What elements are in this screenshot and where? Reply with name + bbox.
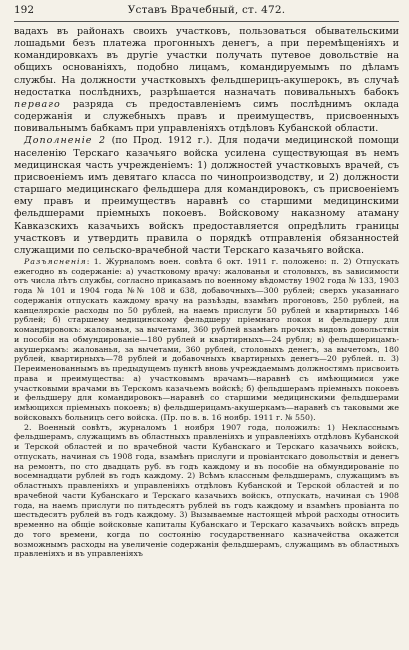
- para1-emphasis: перваго: [14, 98, 61, 110]
- page-header: [14, 4, 399, 18]
- explanations-label: Разъясненія: [24, 256, 87, 266]
- para1-tail: разряда съ предоставленіемъ симъ послѣднимъ оклада содержанія и служебныхъ правъ и преимуществъ, присвоенныхъ повивальнымъ бабкамъ при управленіяхъ отдѣловъ Кубанской области.: [14, 98, 399, 135]
- explanation-1-text: : 1. Журналомъ воен. совѣта 6 окт. 1911 г. положено: п. 2) Отпускать ежегодно въ содержаніе: а) участковому врачу: жалованья и столовыхъ, въ зависимости отъ числа лѣтъ службы, согласно приказамъ по военному вѣдомству 1902 года № 133, 1903 года № 101 и 1904 года №№ 108 и 638, добавочныхъ—300 рублей; сверхъ указаннаго содержанія отпускать каждому врачу на разъѣзды, взамѣнъ прогоновъ, 250 рублей, на канцелярскіе расходы по 50 рублей, на наемъ прислуги 50 рублей и квартирныхъ 146 рублей; б) старшему медицинскому фельдшеру пріемнаго покоя и фельдшеру для командировокъ: жалованья, за вычетами, 360 рублей взамѣнъ прочихъ видовъ довольствія и пособія на обмундированіе—180 рублей и квартирныхъ—24 рубля; в) фельдшерицамъ-акушеркамъ: жалованья, за вычетами, 360 рублей, столовыхъ денегъ, за вычетомъ, 180 рублей, квартирныхъ—78 рублей и добавочныхъ квартирныхъ денегъ—20 рублей. п. 3) Переименованнымъ въ предыдущемъ пунктѣ вновь учреждаемымъ должностямъ присвоить права и преимущества: а) участковымъ врачамъ—наравнѣ съ имѣющимися уже участковыми врачами въ Терскомъ казачьемъ войскѣ; б) фельдшерамъ пріемныхъ покоевъ и фельдшеру для командировокъ—наравнѣ со старшими медицинскими фельдшерами имѣющихся пріемныхъ покоевъ; в) фельдшерицамъ-акушеркамъ—наравнѣ съ таковыми же войсковыхъ больницъ сего войска. (Пр. по в. в. 16 ноябр. 1911 г. № 550).: [14, 256, 399, 422]
- supplement-2-label: Дополненіе 2: [24, 135, 107, 147]
- running-title: Уставъ Врачебный, ст. 472.: [127, 4, 286, 16]
- explanation-1: [14, 257, 399, 423]
- supplement-2: [14, 135, 399, 257]
- header-rule: [14, 21, 399, 22]
- paragraph-continuation: [14, 26, 399, 135]
- explanation-2: [14, 423, 399, 560]
- page-number: 192: [14, 4, 35, 16]
- para1-text: вадахъ въ районахъ своихъ участковъ, пользоваться обывательскими лошадьми безъ платежа прогонныхъ денегъ, а при перемѣщеніяхъ и командировкахъ въ другіе участки получать путевое довольствіе на общихъ основаніяхъ, подобно лицамъ, командируемымъ по дѣламъ службы. На должности участковыхъ фельдшерицъ-акушерокъ, въ случаѣ недостатка послѣднихъ, разрѣшается назначать повивальныхъ бабокъ: [14, 26, 399, 98]
- supplement-2-text: (по Прод. 1912 г.). Для подачи медицинской помощи населенію Терскаго казачьяго войска усилена существующая въ немъ медицинская часть учрежденіемъ: 1) должностей участковыхъ врачей, съ присвоеніемъ имъ девятаго класса по чинопроизводству, и 2) должности старшаго медицинскаго фельдшера для командировокъ, съ присвоеніемъ ему правъ и преимуществъ наравнѣ со старшими медицинскими фельдшерами пріемныхъ покоевъ. Войсковому наказному атаману Кавказскихъ казачьихъ войскъ предоставляется опредѣлить границы участковъ и утвердить правила о порядкѣ отправленія обязанностей служащими по сельско-врачебной части Терскаго казачьяго войска.: [14, 135, 399, 256]
- explanation-2-text: 2. Военный совѣтъ, журналомъ 1 ноября 1907 года, положилъ: 1) Некласснымъ фельдшерамъ, служащимъ въ областныхъ правленіяхъ и управленіяхъ отдѣловъ Кубанской и Терской областей и по врачебной части Кубанскаго и Терскаго казачьихъ войскъ, отпускать, начиная съ 1908 года, взамѣнъ прислуги и провіантскаго довольствія и денегъ на ремонтъ, по сто двадцать руб. въ годъ каждому и въ пособіе на обмундированіе по восемнадцати рублей въ годъ каждому. 2) Всѣмъ классным фельдшерамъ, служащимъ въ областныхъ правленіяхъ и управленіяхъ отдѣловъ Кубанской и Терской областей и по врачебной части Кубанскаго и Терскаго казачьихъ войскъ, отпускать, начиная съ 1908 года, на наемъ прислуги по пятьдесятъ рублей въ годъ каждому и взамѣнъ провіанта по шестьдесятъ рублей въ годъ каждому. 3) Вызываемые настоящей мѣрой расходы относить временно на общіе войсковые капиталы Кубанскаго и Терскаго казачьихъ войскъ впредь до того времени, когда по состоянію государственнаго казначейства окажется возможнымъ расходы на увеличеніе содержанія фельдшерамъ, служащимъ въ областныхъ правленіяхъ и въ управленіяхъ: [14, 422, 399, 559]
